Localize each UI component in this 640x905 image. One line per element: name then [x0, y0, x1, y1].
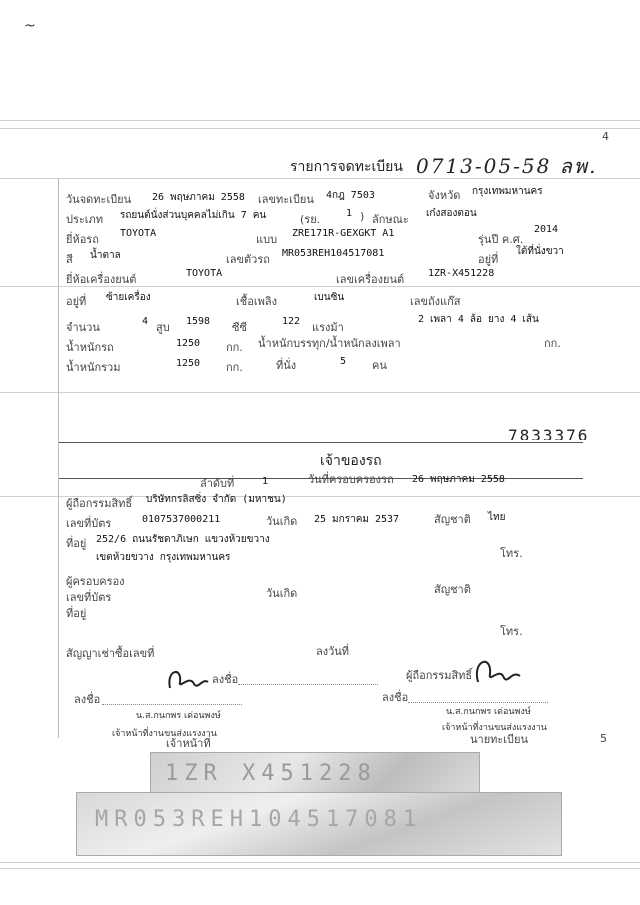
- seats-value: 5: [340, 356, 347, 367]
- address-line2: เขตห้วยขวาง กรุงเทพมหานคร: [96, 552, 231, 563]
- type-label: ประเภท: [66, 213, 104, 226]
- engine-location-label: อยู่ที่: [66, 295, 87, 308]
- gross-unit: กก.: [226, 361, 243, 374]
- brand-value: TOYOTA: [120, 228, 157, 239]
- left-sign-label: ลงชื่อ: [74, 693, 101, 706]
- char-label: ลักษณะ: [372, 213, 409, 226]
- load-label: น้ำหนักบรรทุก/น้ำหนักลงเพลา: [258, 337, 401, 350]
- address-label: ที่อยู่: [66, 537, 87, 550]
- card-label: เลขที่บัตร: [66, 517, 112, 530]
- order-value: 1: [262, 476, 269, 487]
- fuel-label: เชื้อเพลิง: [236, 295, 277, 308]
- possessor-dob-label: วันเกิด: [266, 587, 298, 600]
- possessor-phone-label: โทร.: [500, 625, 523, 638]
- chassis-number-rubbing: [76, 792, 562, 856]
- year-label: รุ่นปี ค.ศ.: [478, 233, 524, 246]
- right-role: นายทะเบียน: [470, 733, 529, 746]
- registration-title: รายการจดทะเบียน: [290, 159, 403, 175]
- page-number-bottom: 5: [600, 732, 607, 745]
- left-sign-label-upper: ลงชื่อ: [212, 673, 239, 686]
- cylinders-label: จำนวน: [66, 321, 100, 334]
- hp-unit: แรงม้า: [312, 321, 344, 334]
- right-sign-label: ลงชื่อ: [382, 691, 409, 704]
- weight-value: 1250: [176, 338, 201, 349]
- nationality-value: ไทย: [488, 512, 506, 523]
- top-left-mark: ~: [24, 18, 36, 34]
- possessor-address-label: ที่อยู่: [66, 607, 87, 620]
- contract-label: สัญญาเช่าซื้อเลขที่: [66, 647, 155, 660]
- reg-date-label: วันจดทะเบียน: [66, 193, 132, 206]
- model-label: แบบ: [256, 233, 278, 246]
- dob-label: วันเกิด: [266, 515, 298, 528]
- cylinders-value: 4: [142, 316, 149, 327]
- reg-date-value: 26 พฤษภาคม 2558: [152, 192, 245, 203]
- nationality-label: สัญชาติ: [434, 513, 471, 526]
- rc-close: ): [360, 210, 365, 223]
- province-label: จังหวัด: [428, 189, 461, 202]
- possessor-nationality-label: สัญชาติ: [434, 583, 471, 596]
- card-value: 0107537000211: [142, 514, 221, 525]
- right-name-stamp: น.ส.กนกพร เด่อนพงษ์: [446, 707, 531, 717]
- left-signature-scribble: [162, 660, 212, 696]
- load-unit: กก.: [544, 337, 561, 350]
- possession-date-value: 26 พฤษภาคม 2558: [412, 474, 505, 485]
- rc-label: (รย.: [300, 213, 321, 226]
- left-name-stamp: น.ส.กนกพร เด่อนพงษ์: [136, 711, 221, 721]
- brand-label: ยี่ห้อรถ: [66, 233, 99, 246]
- cc-unit: ซีซี: [232, 321, 247, 334]
- fuel-value: เบนซิน: [314, 292, 345, 303]
- right-signature-scribble: [468, 650, 524, 690]
- hp-value: 122: [282, 316, 301, 327]
- dob-value: 25 มกราคม 2537: [314, 514, 400, 525]
- chassis-value: MR053REH104517081: [282, 248, 385, 259]
- page-number-top: 4: [602, 130, 609, 143]
- weight-unit: กก.: [226, 341, 243, 354]
- handwritten-reference: 0713-05-58 ลพ.: [416, 154, 598, 178]
- tank-label: เลขถังแก๊ส: [410, 295, 461, 308]
- color-label: สี: [66, 253, 73, 266]
- chassis-location-value: ใต้ที่นั่งขวา: [516, 246, 564, 257]
- cc-value: 1598: [186, 316, 211, 327]
- seats-unit: คน: [372, 359, 387, 372]
- year-value: 2014: [534, 224, 559, 235]
- owner-title: เจ้าของรถ: [320, 453, 382, 469]
- rc-value: 1: [346, 208, 353, 219]
- axle-wheels-value: 2 เพลา 4 ล้อ ยาง 4 เส้น: [418, 314, 539, 325]
- possessor-card-label: เลขที่บัตร: [66, 591, 112, 604]
- chassis-rubbing-text: MR053REH104517081: [95, 807, 423, 832]
- cylinders-unit: สูบ: [156, 321, 170, 334]
- left-margin-line: [58, 178, 59, 738]
- holder-sign-label: ผู้ถือกรรมสิทธิ์: [406, 669, 473, 682]
- reg-no-label: เลขทะเบียน: [258, 193, 314, 206]
- type-value: รถยนต์นั่งส่วนบุคคลไม่เกิน 7 คน: [120, 210, 267, 221]
- order-label: ลำดับที่: [200, 477, 235, 490]
- possessor-label: ผู้ครอบครอง: [66, 575, 125, 588]
- color-value: น้ำตาล: [90, 250, 121, 261]
- char-value: เก๋งสองตอน: [426, 208, 477, 219]
- chassis-label: เลขตัวรถ: [226, 253, 270, 266]
- weight-label: น้ำหนักรถ: [66, 341, 114, 354]
- gross-label: น้ำหนักรวม: [66, 361, 121, 374]
- address-line1: 252/6 ถนนรัชดาภิเษก แขวงห้วยขวาง: [96, 534, 270, 545]
- engine-rubbing-text: 1ZR X451228: [165, 761, 377, 786]
- engine-location-value: ซ้ายเครื่อง: [106, 292, 151, 303]
- gross-value: 1250: [176, 358, 201, 369]
- left-role: เจ้าหน้าที่: [166, 737, 211, 750]
- engine-no-label: เลขเครื่องยนต์: [336, 273, 405, 286]
- holder-label: ผู้ถือกรรมสิทธิ์: [66, 497, 133, 510]
- seats-label: ที่นั่ง: [276, 359, 297, 372]
- left-office-stamp: เจ้าหน้าที่งานขนส่งแรงงาน: [112, 729, 217, 739]
- province-value: กรุงเทพมหานคร: [472, 186, 543, 197]
- contract-date-label: ลงวันที่: [316, 645, 350, 658]
- chassis-location-label: อยู่ที่: [478, 253, 499, 266]
- right-office-stamp: เจ้าหน้าที่งานขนส่งแรงงาน: [442, 723, 547, 733]
- engine-brand-label: ยี่ห้อเครื่องยนต์: [66, 273, 137, 286]
- cut-number: 7833376: [508, 426, 590, 440]
- phone-label: โทร.: [500, 547, 523, 560]
- reg-no-value: 4กฎ 7503: [326, 190, 375, 201]
- holder-value: บริษัทกรลิสซิ่ง จำกัด (มหาชน): [146, 494, 287, 505]
- engine-brand-value: TOYOTA: [186, 268, 223, 279]
- possession-date-label: วันที่ครอบครองรถ: [308, 473, 394, 486]
- engine-no-value: 1ZR-X451228: [428, 268, 495, 279]
- model-value: ZRE171R-GEXGKT A1: [292, 228, 395, 239]
